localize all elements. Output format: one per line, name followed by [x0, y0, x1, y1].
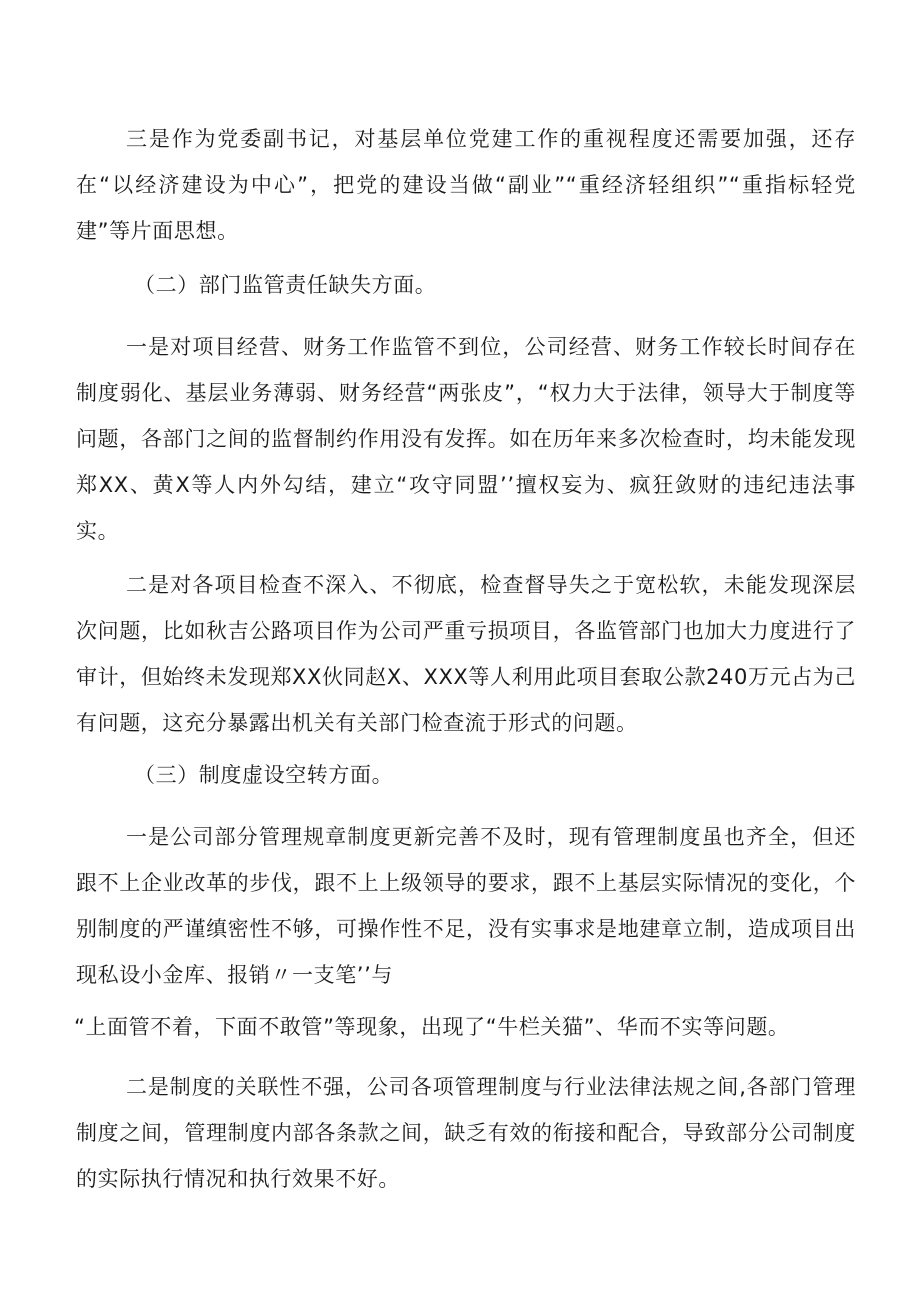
paragraph-party-secretary: 三是作为党委副书记，对基层单位党建工作的重视程度还需要加强，还存在“以经济建设为中心”，把党的建设当做“副业”“重经济轻组织”“重指标轻党建”等片面思想。: [76, 127, 856, 243]
paragraph-project-supervision: 一是对项目经营、财务工作监管不到位，公司经营、财务工作较长时间存在制度弱化、基层业务薄弱、财务经营“两张皮”，“权力大于法律，领导大于制度等问题，各部门之间的监督制约作用没有发挥。如在历年来多次检查时，均未能发现郑XX、黄X等人内外勾结，建立“攻守同盟’’擅权妄为、疯狂敛财的违纪违法事实。: [76, 335, 856, 543]
paragraph-relevance: 二是制度的关联性不强，公司各项管理制度与行业法律法规之间,各部门管理制度之间，管理制度内部各条款之间，缺乏有效的衔接和配合，导致部分公司制度的实际执行情况和执行效果不好。: [76, 1075, 856, 1191]
paragraph-inspection: 二是对各项目检查不深入、不彻底，检查督导失之于宽松软，未能发现深层次问题，比如秋吉公路项目作为公司严重亏损项目，各监管部门也加大力度进行了审计，但始终未发现郑XX伙同赵X、XXX等人利用此项目套取公款240万元占为己有问题，这充分暴露出机关有关部门检查流于形式的问题。: [76, 573, 856, 735]
paragraph-regulations-continued: “上面管不着，下面不敢管”等现象，出现了“牛栏关猫”、华而不实等问题。: [74, 1015, 790, 1039]
paragraph-regulations: 一是公司部分管理规章制度更新完善不及时，现有管理制度虽也齐全，但还跟不上企业改革的步伐，跟不上上级领导的要求，跟不上基层实际情况的变化，个别制度的严谨缜密性不够，可操作性不足，没有实事求是地建章立制，造成项目出现私设小金库、报销〃一支笔’’与: [76, 825, 856, 987]
section-heading-2: （二）部门监管责任缺失方面。: [134, 273, 437, 297]
section-heading-3: （三）制度虚设空转方面。: [134, 763, 394, 787]
